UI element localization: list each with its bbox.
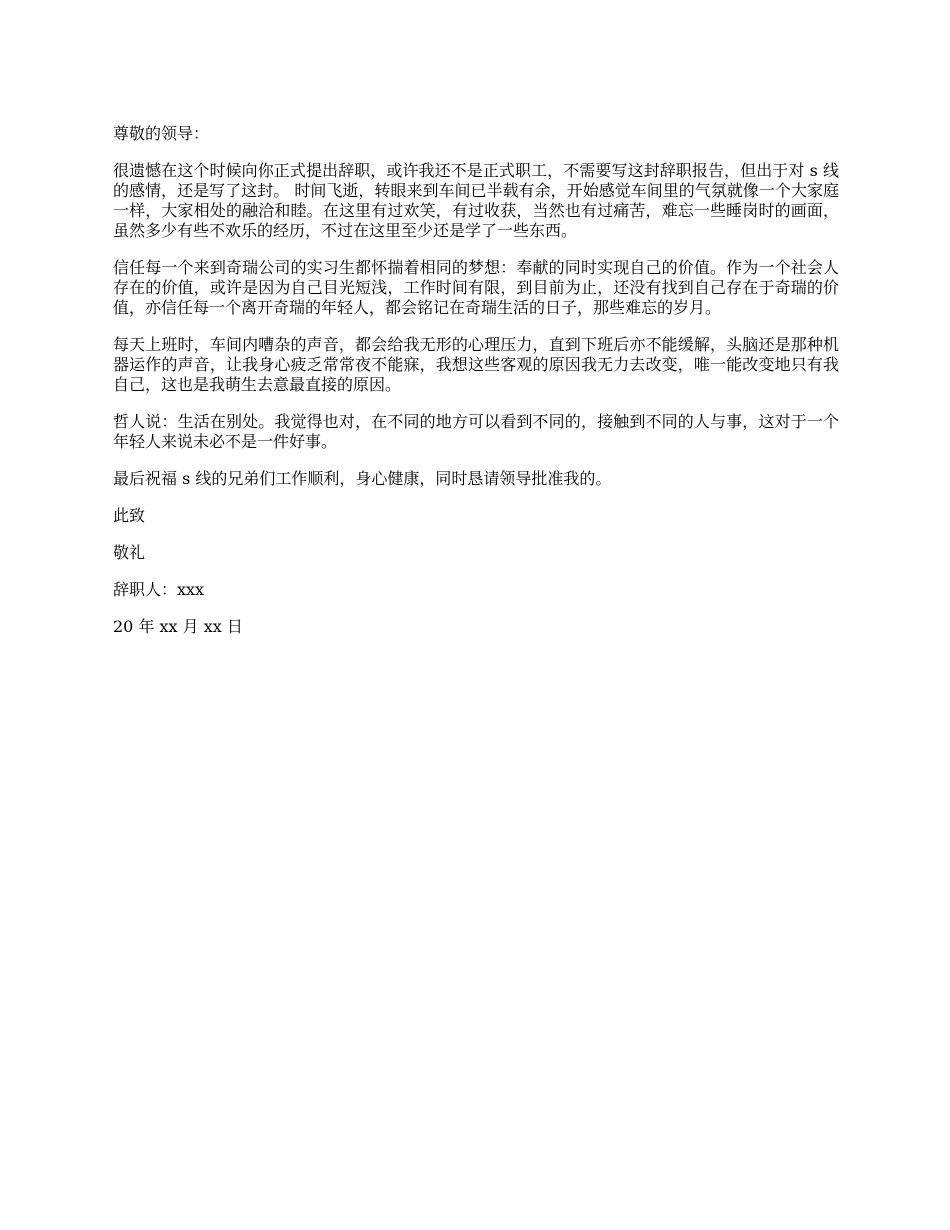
salutation: 尊敬的领导：	[113, 124, 210, 143]
signature: 辞职人：xxx	[113, 580, 205, 599]
letter-body	[113, 124, 839, 654]
paragraph-3: 每天上班时，车间内嘈杂的声音，都会给我无形的心理压力，直到下班后亦不能缓解，头脑还是那种机器运作的声音，让我身心疲乏常常夜不能寐，我想这些客观的原因我无力去改变，唯一能改变地只有我自己，这也是我萌生去意最直接的原因。	[113, 335, 839, 394]
date: 20 年 xx 月 xx 日	[113, 617, 243, 636]
paragraph-4: 哲人说：生活在别处。我觉得也对，在不同的地方可以看到不同的，接触到不同的人与事，这对于一个年轻人来说未必不是一件好事。	[113, 412, 839, 451]
paragraph-1: 很遗憾在这个时候向你正式提出辞职，或许我还不是正式职工，不需要写这封辞职报告，但出于对 s 线的感情，还是写了这封。 时间飞逝，转眼来到车间已半载有余，开始感觉车间里的气氛就像一个大家庭一样，大家相处的融洽和睦。在这里有过欢笑，有过收获，当然也有过痛苦，难忘一些睡岗时的画面，虽然多少有些不欢乐的经历，不过在这里至少还是学了一些东西。	[113, 161, 839, 240]
paragraph-5: 最后祝福 s 线的兄弟们工作顺利，身心健康，同时恳请领导批准我的。	[113, 469, 612, 488]
closing-line-1: 此致	[113, 506, 146, 525]
paragraph-2: 信任每一个来到奇瑞公司的实习生都怀揣着相同的梦想：奉献的同时实现自己的价值。作为一个社会人存在的价值，或许是因为自己目光短浅，工作时间有限，到目前为止，还没有找到自己存在于奇瑞的价值，亦信任每一个离开奇瑞的年轻人，都会铭记在奇瑞生活的日子，那些难忘的岁月。	[113, 258, 839, 317]
closing-line-2: 敬礼	[113, 543, 146, 562]
